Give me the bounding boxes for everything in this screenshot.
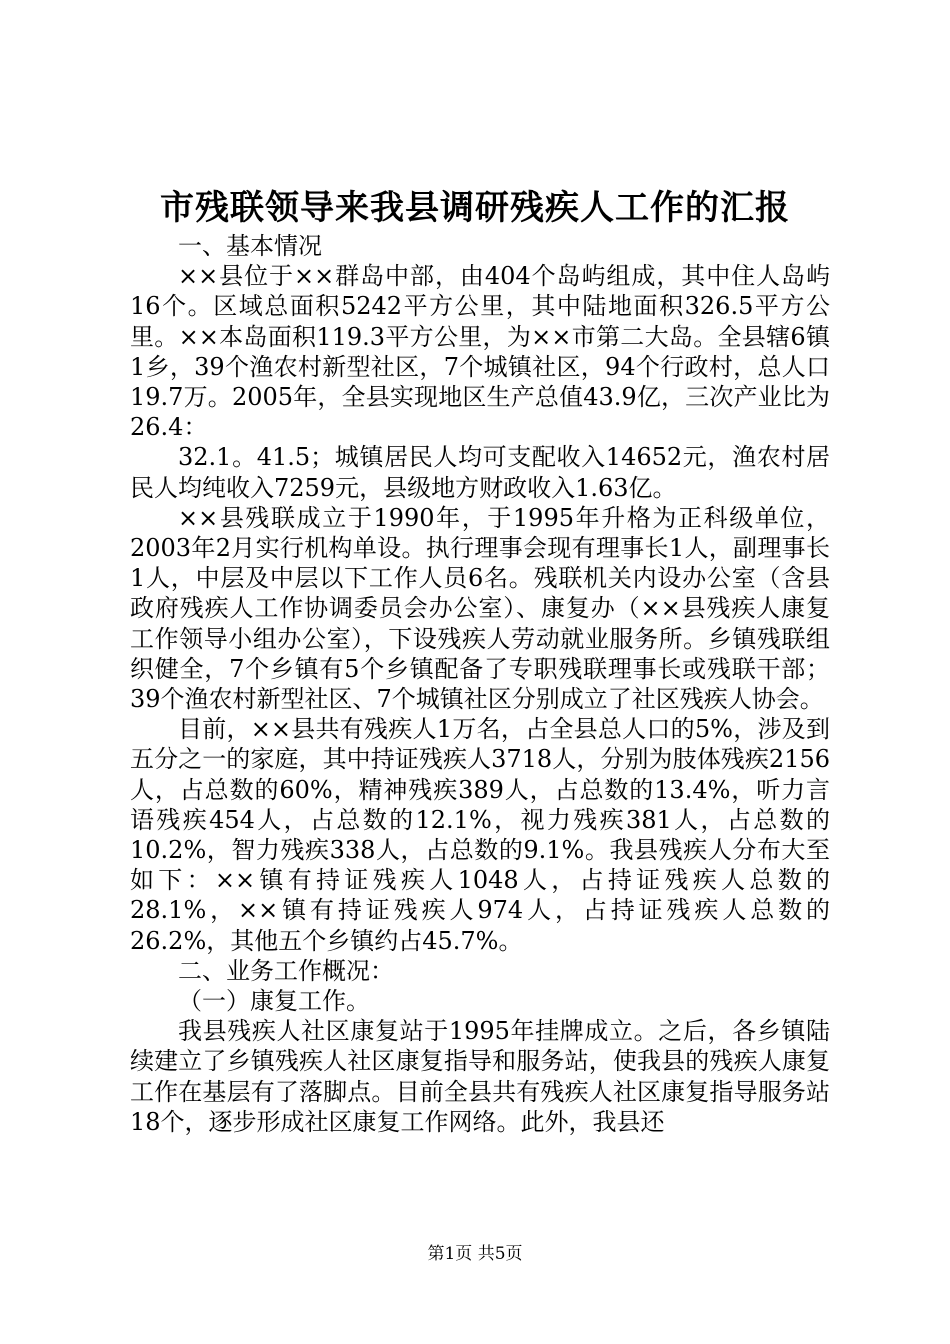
- paragraph-disabled-federation: ××县残联成立于1990年，于1995年升格为正科级单位，2003年2月实行机构单设。执行理事会现有理事长1人，副理事长1人，中层及中层以下工作人员6名。残联机关内设办公室（含县政府残疾人工作协调委员会办公室）、康复办（××县残疾人康复工作领导小组办公室），下设残疾人劳动就业服务所。乡镇残联组织健全，7个乡镇有5个乡镇配备了专职残联理事长或残联干部；39个渔农村新型社区、7个城镇社区分别成立了社区残疾人协会。: [130, 503, 830, 714]
- section-heading-basic: 一、基本情况: [178, 232, 322, 260]
- paragraph-rehab-stations: 我县残疾人社区康复站于1995年挂牌成立。之后，各乡镇陆续建立了乡镇残疾人社区康复指导和服务站，使我县的残疾人康复工作在基层有了落脚点。目前全县共有残疾人社区康复指导服务站18个，逐步形成社区康复工作网络。此外，我县还: [130, 1017, 830, 1136]
- paragraph-disabled-statistics: 目前，××县共有残疾人1万名，占全县总人口的5%，涉及到五分之一的家庭，其中持证残疾人3718人，分别为肢体残疾2156人，占总数的60%，精神残疾389人，占总数的13.4%，听力言语残疾454人，占总数的12.1%，视力残疾381人，占总数的10.2%，智力残疾338人，占总数的9.1%。我县残疾人分布大至如下：××镇有持证残疾人1048人，占持证残疾人总数的28.1%，××镇有持证残疾人974人，占持证残疾人总数的26.2%，其他五个乡镇约占45.7%。: [130, 715, 830, 955]
- section-heading-business: 二、业务工作概况：: [178, 956, 394, 985]
- subsection-heading-rehab: （一）康复工作。: [178, 987, 370, 1016]
- document-title: 市残联领导来我县调研残疾人工作的汇报: [160, 188, 790, 228]
- page-number-footer: 第1页 共5页: [427, 1244, 523, 1264]
- document-body: [130, 231, 830, 1137]
- paragraph-county-overview: ××县位于××群岛中部，由404个岛屿组成，其中住人岛屿16个。区域总面积5242平方公里，其中陆地面积326.5平方公里。××本岛面积119.3平方公里，为××市第二大岛。全县辖6镇1乡，39个渔农村新型社区，7个城镇社区，94个行政村，总人口19.7万。2005年，全县实现地区生产总值43.9亿，三次产业比为26.4：: [130, 262, 830, 442]
- paragraph-income: 32.1。41.5；城镇居民人均可支配收入14652元，渔农村居民人均纯收入7259元，县级地方财政收入1.63亿。: [130, 443, 830, 502]
